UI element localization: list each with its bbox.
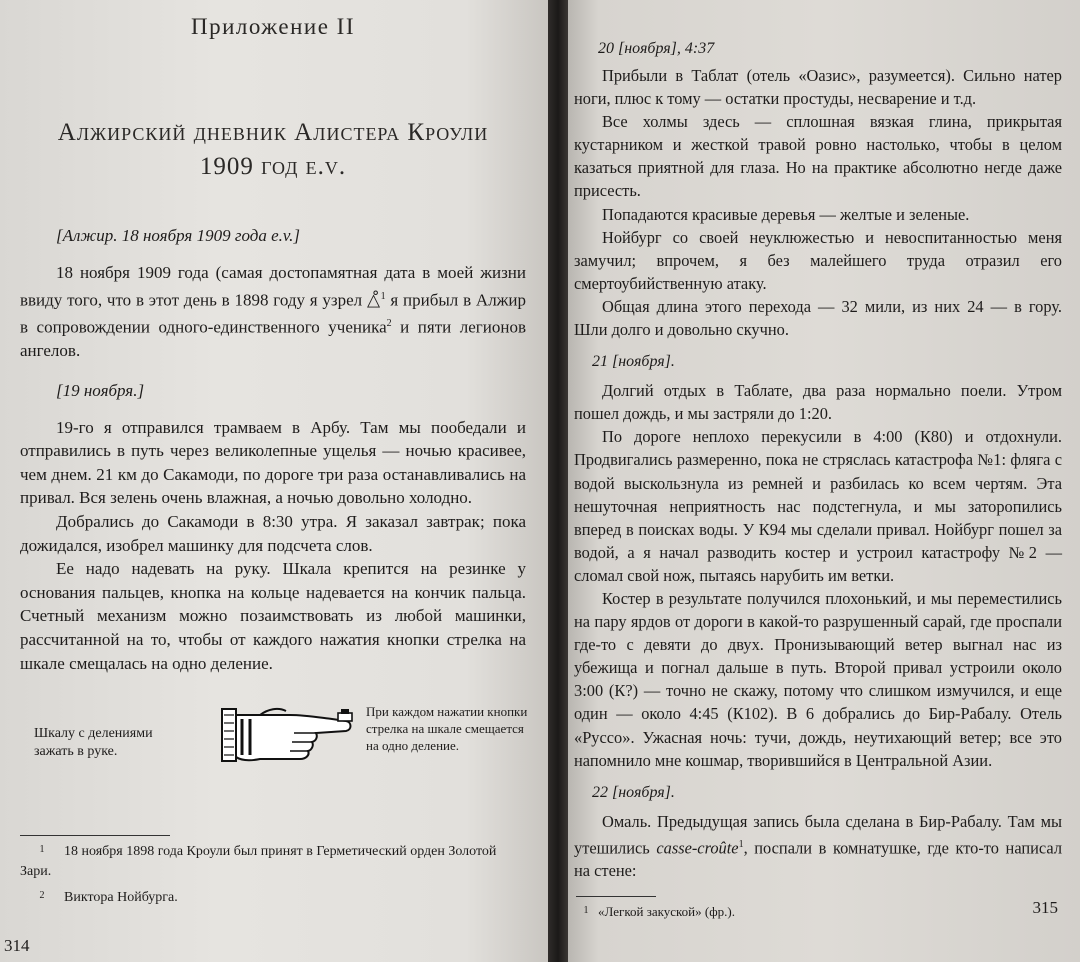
right-paragraph-4: Нойбург со своей неуклюжестью и невоспитанностью меня замучил; впрочем, я без малейшего труда отразил его смертоубийственную атаку. — [574, 227, 1062, 293]
right-page — [568, 0, 1080, 962]
right-paragraph-9 — [574, 810, 1062, 883]
right-paragraph-5: Общая длина этого перехода — 32 мили, из них 24 — в гору. Шли долго и довольно скучно. — [574, 296, 1062, 340]
title-line-1: Алжирский дневник Алистера Кроули — [57, 119, 489, 146]
alchemy-glyph: △̊ — [366, 290, 381, 310]
page-number-left: 314 — [4, 936, 30, 955]
right-footnote — [574, 901, 1062, 922]
caption-left: Шкалу с делениями зажать в руке. — [34, 726, 153, 760]
book-gutter — [548, 0, 568, 962]
p9-foreign-term: casse-croûte — [656, 838, 739, 858]
appendix-heading: Приложение II — [190, 14, 355, 39]
date-heading-21: 21 [ноября]. — [592, 353, 675, 371]
hand-illustration — [20, 691, 526, 801]
right-paragraph-3: Попадаются красивые деревья — желтые и зеленые. — [602, 204, 970, 224]
page-number-right: 315 — [1032, 898, 1058, 917]
footnote-1-text: 18 ноября 1898 года Кроули был принят в Герметический орден Золотой Зари. — [20, 844, 497, 880]
footnote-2-text: Виктора Нойбурга. — [64, 890, 178, 906]
p9-footnote-ref: 1 — [738, 838, 744, 850]
paragraph-1 — [20, 261, 526, 363]
bracket-note: [Алжир. 18 ноября 1909 года e.v.] — [56, 226, 301, 245]
footnote-divider — [20, 835, 170, 836]
chapter-title — [20, 116, 526, 184]
date-heading-20: 20 [ноября], 4:37 — [598, 40, 715, 57]
para1-text: 18 ноября 1909 года (самая достопамятная дата в моей жизни ввиду того, что в этот день в 1898 году я узрел — [20, 263, 526, 310]
right-paragraph-6: Долгий отдых в Таблате, два раза нормально поели. Утром пошел дождь, и мы застряли до 1:20. — [574, 381, 1062, 424]
right-paragraph-1: Прибыли в Таблат (отель «Оазис», разумеется). Сильно натер ноги, плюс к тому — остатки простуды, несварение и т.д. — [574, 66, 1062, 109]
footnote-ref-2: 2 — [386, 317, 392, 329]
right-paragraph-8: Костер в результате получился плохонький, и мы переместились на пару ярдов от дороги в какой-то разрушенный сарай, где проспали где-то с девяти до двух. Пронизывающий ветер выгнал нас из убежища и погнал дальше в путь. Второй привал устроили около 3:00 (К?) — точно не скажу, потому что слишком измучился, и еще один — около 4:45 (К102). В 6 добрались до Бир-Рабалу. Отель «Руссо». Ужасная ночь: тучи, дождь, неутихающий ветер; все это напомнило мне кошмар, творившийся в Центральной Азии. — [574, 588, 1062, 770]
right-paragraph-7: По дороге неплохо перекусили в 4:00 (К80) и отдохнули. Продвигались размеренно, пока не стряслась катастрофа №1: фляга с водой выскользнула из ремней и разбилась ко всем чертям. Эта нешуточная неприятность нас подстегнула, и мы заторопились вперед в поисках воды. У К94 мы сделали привал. Нойбург пошел за водой, а я начал разводить костер и устроил катастрофу №2 — сломал свой нож, пытаясь нарубить им ветки. — [574, 427, 1062, 585]
right-paragraph-2: Все холмы здесь — сплошная вязкая глина, прикрытая кустарником и жесткой травой ровно настолько, чтобы в целом казаться приятной для глаза. Но на практике абсолютно негде даже присесть. — [574, 112, 1062, 201]
footnote-1 — [20, 840, 526, 882]
pointing-hand-icon — [220, 695, 362, 773]
paragraph-2: 19-го я отправился трамваем в Арбу. Там мы пообедали и отправились в путь через великолепные ущелья — ночью красивее, чем днем. 21 км до Сакамоди, по дороге три раза останавливались на привал. Вся зелень очень влажная, а ночью довольно холодно. — [20, 417, 526, 508]
p9-text-a: Омаль. Предыдущая запись была сделана в Бир-Рабалу. Там мы утешились — [574, 811, 1062, 858]
footnote-ref-1: 1 — [380, 290, 386, 302]
date-19-note: [19 ноября.] — [56, 380, 145, 400]
footnote-1-number: 1 — [39, 844, 45, 856]
footnote-2-number: 2 — [39, 890, 45, 902]
right-footnote-divider — [576, 896, 656, 897]
date-heading-22: 22 [ноября]. — [592, 783, 675, 801]
para1-text-b: я прибыл в Алжир в сопровождении одного-единственного ученика — [20, 290, 527, 337]
para1-text-c: и пяти легионов ангелов. — [20, 317, 526, 361]
caption-right: При каждом нажатии кнопки стрелка на шкале смещается на одно деление. — [366, 704, 528, 754]
right-footnote-number: 1 — [583, 905, 589, 917]
footnote-2 — [20, 886, 526, 908]
paragraph-4: Ее надо надевать на руку. Шкала крепится на резинке у основания пальцев, кнопка на кольце надевается на кончик пальца. Счетный механизм можно позаимствовать из любой машинки, рассчитанной на то, чтобы от каждого нажатия кнопки стрелка на шкале смещалась на одно деление. — [20, 559, 526, 673]
right-footnote-text: «Легкой закуской» (фр.). — [598, 904, 735, 920]
title-line-2: 1909 год e.v. — [199, 153, 347, 180]
p9-text-b: , поспали в комнатушке, где кто-то написал на стене: — [574, 838, 1063, 881]
paragraph-3: Добрались до Сакамоди в 8:30 утра. Я заказал завтрак; пока дожидался, изобрел машинку для подсчета слов. — [20, 512, 526, 555]
